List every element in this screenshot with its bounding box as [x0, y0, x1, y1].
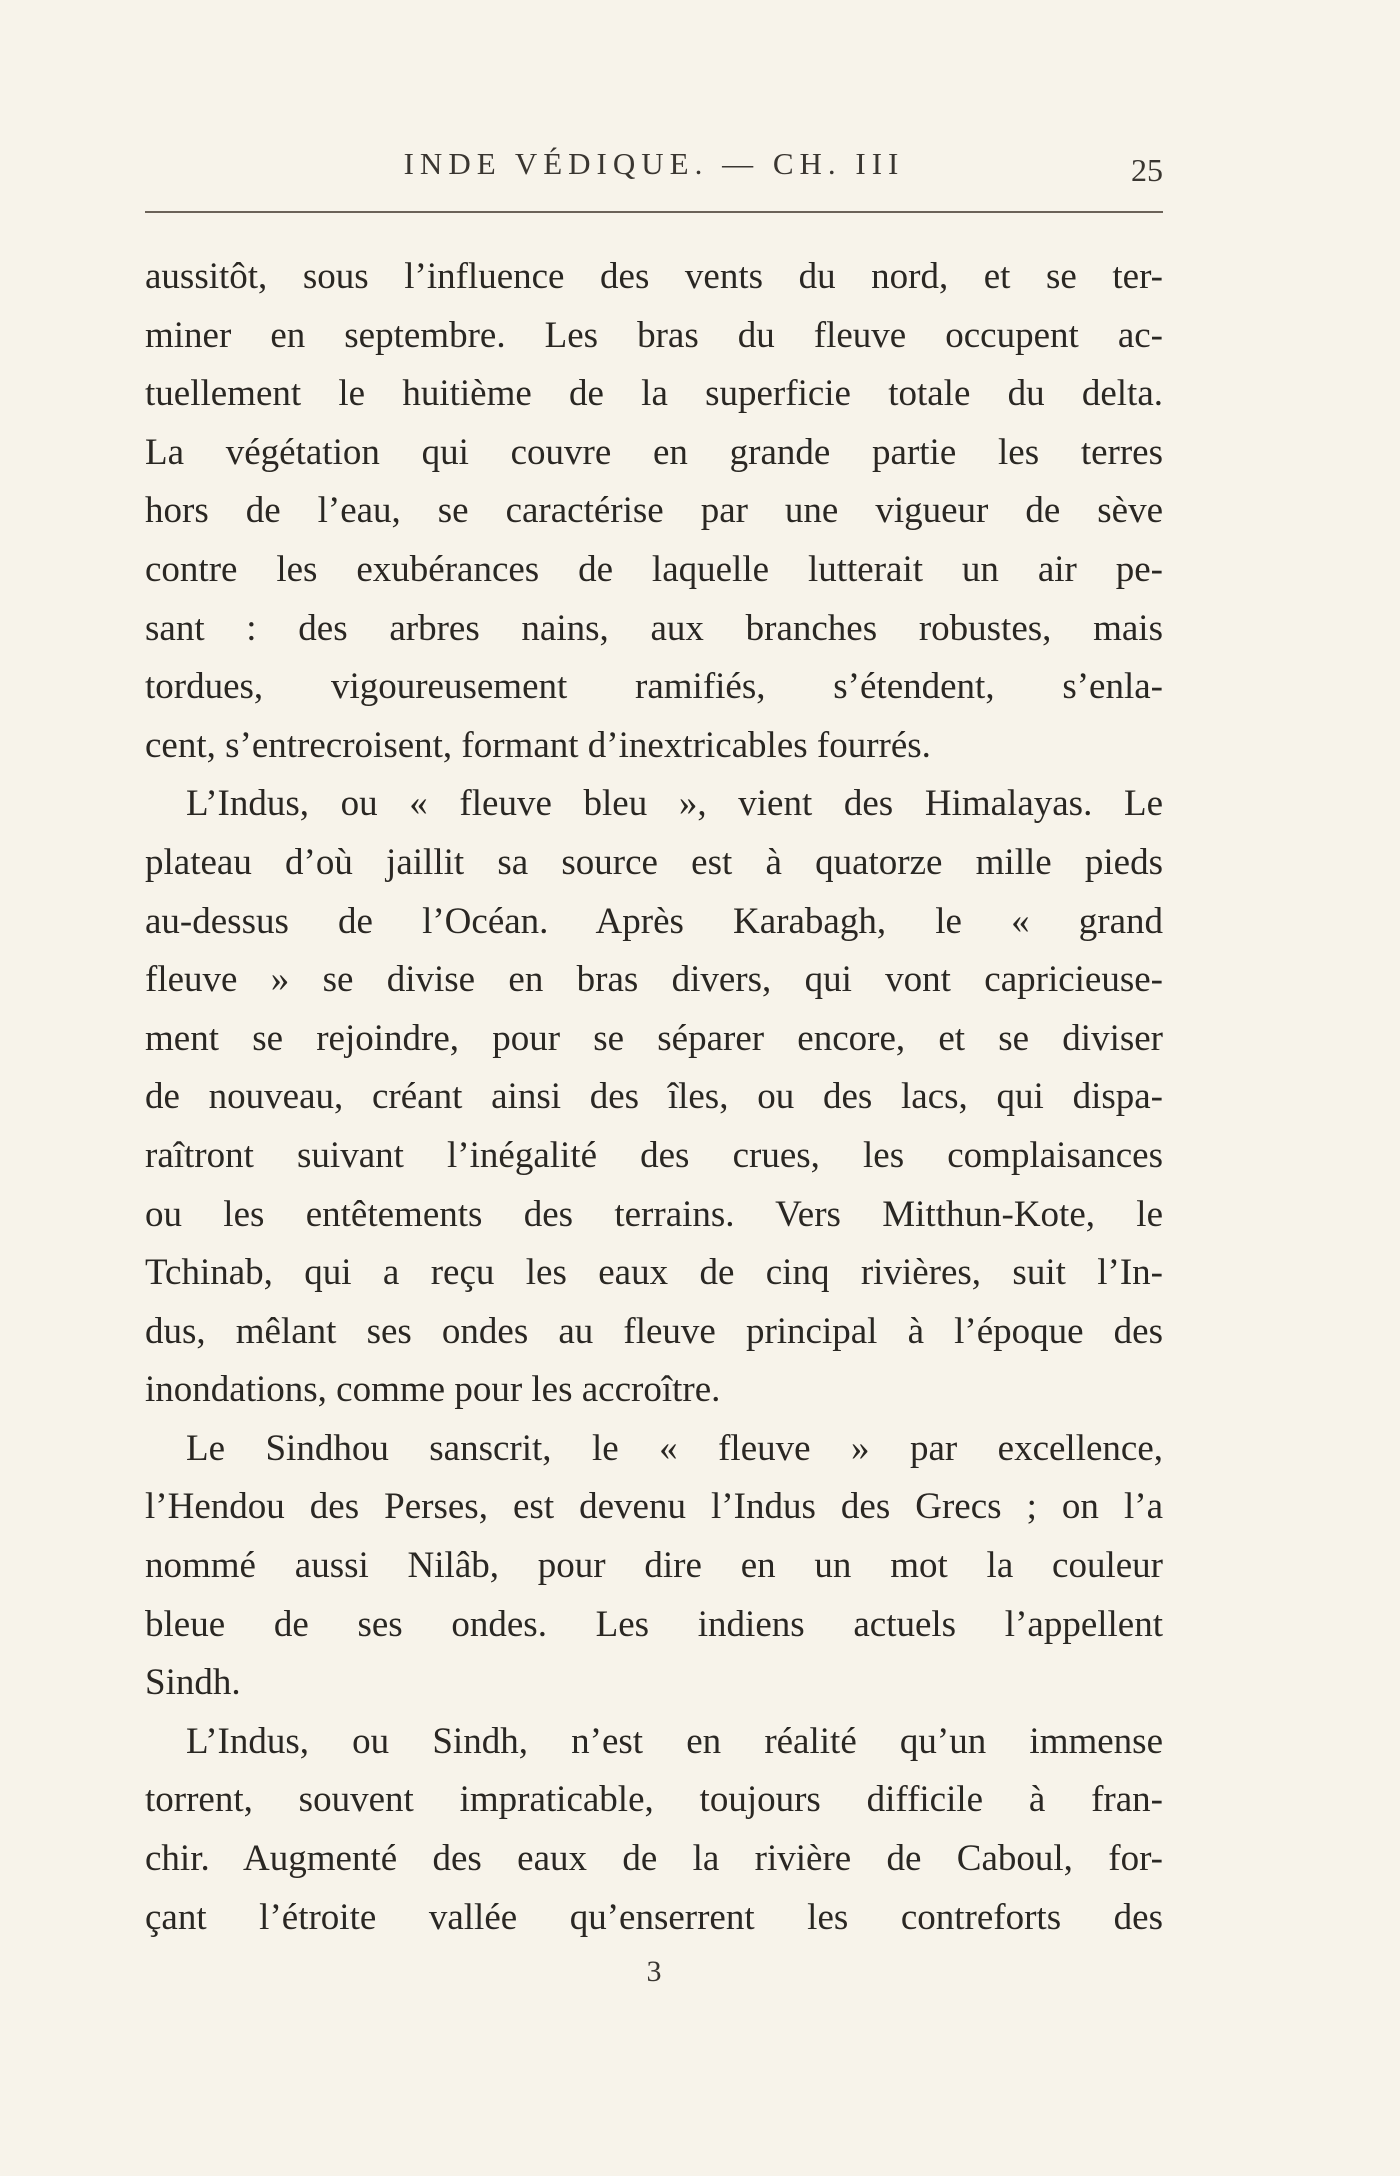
signature-mark: 3	[646, 1955, 662, 1988]
text-line: l’Hendou des Perses, est devenu l’Indus des Grecs ; on l’a	[145, 1486, 1163, 1528]
header-rule	[145, 211, 1163, 213]
text-line: ou les entêtements des terrains. Vers Mitthun-Kote, le	[145, 1193, 1163, 1235]
text-line: ment se rejoindre, pour se séparer encore, et se diviser	[145, 1017, 1163, 1059]
text-line: cent, s’entrecroisent, formant d’inextricables fourrés.	[145, 724, 931, 766]
text-line: fleuve » se divise en bras divers, qui vont capricieuse-	[145, 959, 1163, 1001]
text-line: tuellement le huitième de la superficie totale du delta.	[145, 373, 1163, 415]
text-line: hors de l’eau, se caractérise par une vigueur de sève	[145, 490, 1163, 532]
text-line: L’Indus, ou Sindh, n’est en réalité qu’un immense	[186, 1720, 1163, 1762]
text-line: Sindh.	[145, 1662, 241, 1704]
text-line: plateau d’où jaillit sa source est à quatorze mille pieds	[145, 841, 1163, 883]
text-line: La végétation qui couvre en grande partie les terres	[145, 431, 1163, 473]
text-line: torrent, souvent impraticable, toujours difficile à fran-	[145, 1779, 1163, 1821]
text-line: sant : des arbres nains, aux branches robustes, mais	[145, 607, 1163, 649]
text-line: contre les exubérances de laquelle lutterait un air pe-	[145, 548, 1163, 590]
text-line: çant l’étroite vallée qu’enserrent les contreforts des	[145, 1896, 1163, 1938]
text-line: inondations, comme pour les accroître.	[145, 1369, 721, 1411]
text-line: L’Indus, ou « fleuve bleu », vient des Himalayas. Le	[186, 783, 1163, 825]
page-number: 25	[1131, 152, 1163, 188]
text-line: nommé aussi Nilâb, pour dire en un mot la couleur	[145, 1545, 1163, 1587]
text-line: miner en septembre. Les bras du fleuve occupent ac-	[145, 314, 1163, 356]
text-line: Le Sindhou sanscrit, le « fleuve » par excellence,	[186, 1427, 1163, 1469]
running-head	[145, 146, 1163, 196]
text-line: Tchinab, qui a reçu les eaux de cinq rivières, suit l’In-	[145, 1252, 1163, 1294]
text-line: bleue de ses ondes. Les indiens actuels l’appellent	[145, 1603, 1163, 1645]
text-line: dus, mêlant ses ondes au fleuve principal à l’époque des	[145, 1310, 1163, 1352]
body-text	[145, 248, 1163, 1947]
text-line: aussitôt, sous l’influence des vents du nord, et se ter-	[145, 256, 1163, 297]
text-line: tordues, vigoureusement ramifiés, s’étendent, s’enla-	[145, 666, 1163, 708]
text-line: raîtront suivant l’inégalité des crues, les complaisances	[145, 1134, 1163, 1176]
text-line: de nouveau, créant ainsi des îles, ou des lacs, qui dispa-	[145, 1076, 1163, 1118]
running-title: INDE VÉDIQUE. — CH. III	[403, 146, 905, 181]
text-line: au-dessus de l’Océan. Après Karabagh, le « grand	[145, 900, 1163, 942]
text-line: chir. Augmenté des eaux de la rivière de Caboul, for-	[145, 1838, 1163, 1880]
